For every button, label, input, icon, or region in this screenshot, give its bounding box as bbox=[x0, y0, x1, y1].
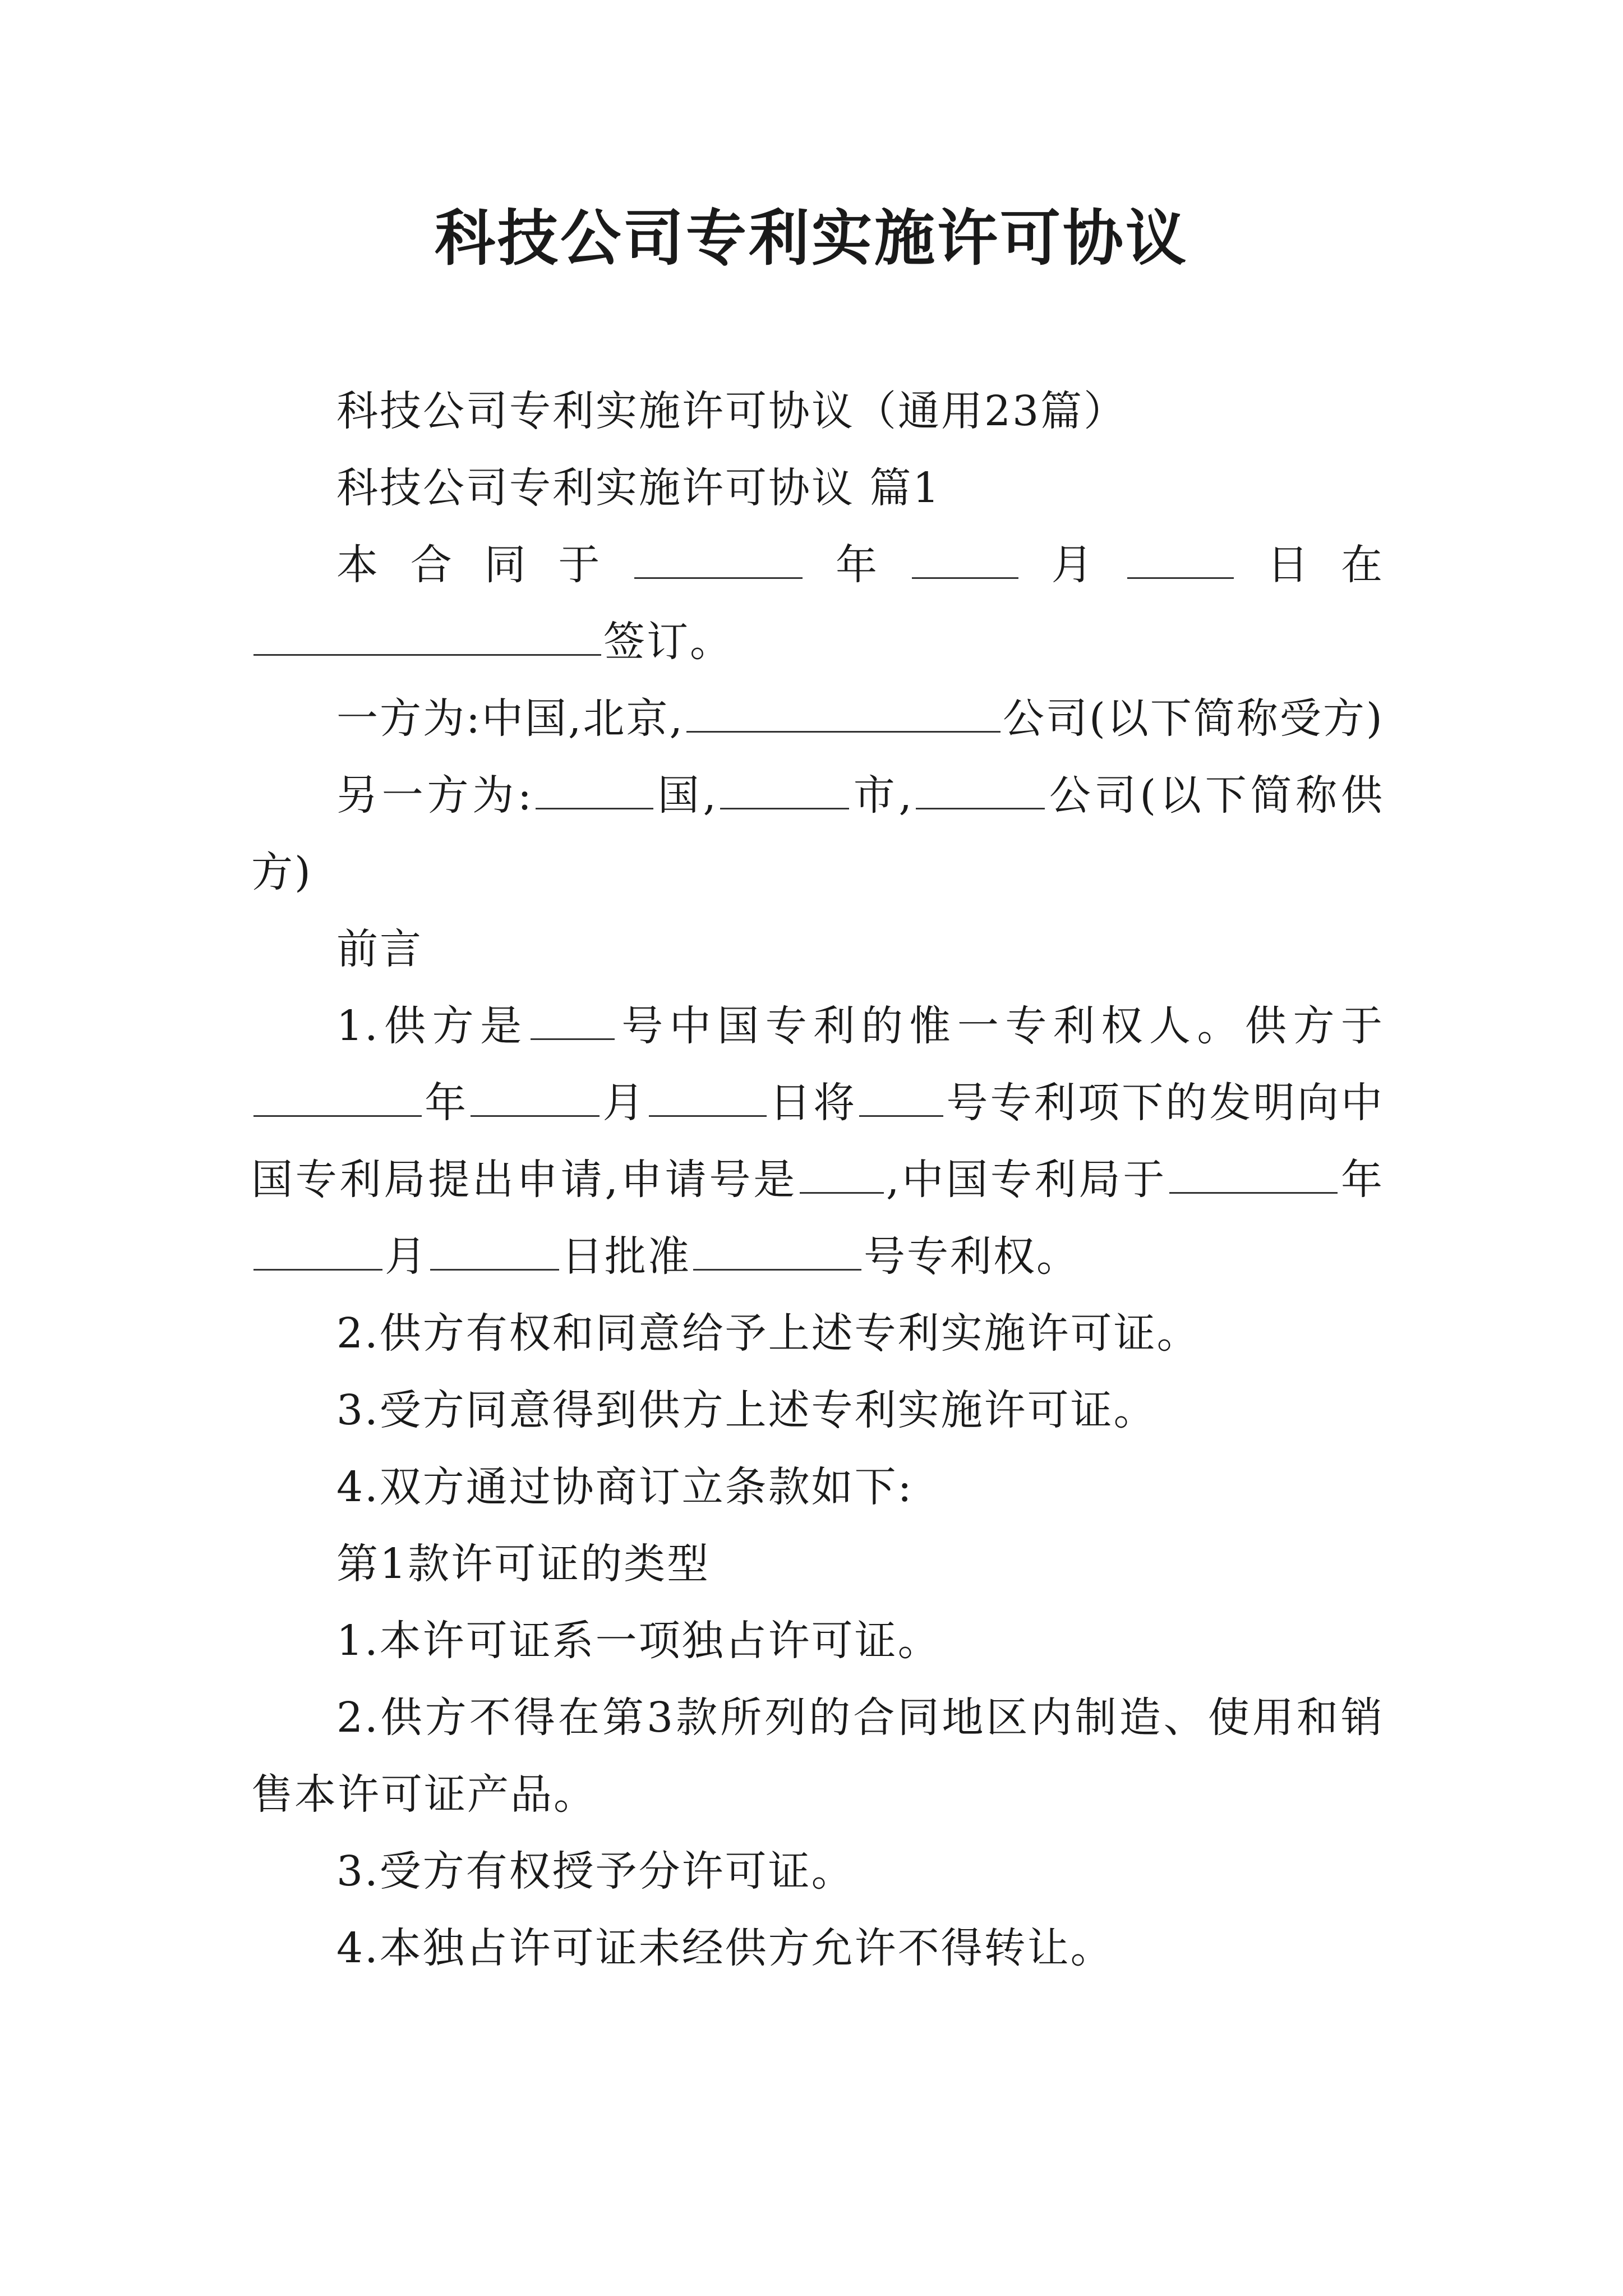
text-segment: 号专利权。 bbox=[864, 1232, 1080, 1281]
paragraph-subtitle: 科技公司专利实施许可协议（通用23篇） bbox=[336, 387, 1127, 435]
text-segment: 公司(以下简称供方) bbox=[251, 771, 1384, 896]
text-segment: 国, bbox=[655, 771, 718, 820]
blank-year bbox=[1169, 1153, 1338, 1194]
document-title: 科技公司专利实施许可协议 bbox=[434, 203, 1188, 274]
paragraph-preface-2: 2.供方有权和同意给予上述专利实施许可证。 bbox=[336, 1309, 1200, 1358]
blank-company bbox=[686, 692, 1000, 733]
text-segment: 号专利项下的发明向中国专利局提出申请,申请号是 bbox=[251, 1079, 1385, 1204]
blank-city bbox=[720, 769, 849, 809]
paragraph-clause-1-heading: 第1款许可证的类型 bbox=[336, 1540, 711, 1588]
blank-month bbox=[471, 1076, 600, 1117]
document-body bbox=[251, 373, 1384, 1987]
text-segment: 年 bbox=[1340, 1156, 1384, 1204]
blank-day bbox=[430, 1230, 559, 1271]
text-segment: 签订。 bbox=[603, 618, 733, 666]
blank-place bbox=[253, 615, 601, 656]
text-segment: 日在 bbox=[1236, 541, 1385, 589]
paragraph-preface-1 bbox=[251, 988, 1384, 1295]
paragraph-preface-heading: 前言 bbox=[336, 925, 423, 973]
paragraph-clause-1-item-1: 1.本许可证系一项独占许可证。 bbox=[336, 1617, 941, 1665]
blank-company bbox=[916, 769, 1045, 809]
paragraph-party-licensee bbox=[251, 680, 1384, 757]
blank-year bbox=[253, 1076, 422, 1117]
text-segment: 月 bbox=[602, 1079, 647, 1127]
paragraph-section-heading: 科技公司专利实施许可协议 篇1 bbox=[336, 464, 941, 512]
paragraph-preface-4: 4.双方通过协商订立条款如下: bbox=[336, 1463, 914, 1511]
text-segment: 1.供方是 bbox=[336, 1002, 528, 1050]
text-segment: ,中国专利局于 bbox=[886, 1156, 1168, 1204]
text-segment: 市, bbox=[851, 771, 914, 820]
text-segment: 日将 bbox=[768, 1079, 857, 1127]
paragraph-clause-1-item-4: 4.本独占许可证未经供方允许不得转让。 bbox=[336, 1924, 1114, 1972]
text-segment: 月 bbox=[1020, 541, 1126, 589]
blank-day bbox=[649, 1076, 767, 1117]
blank-patent-no bbox=[531, 999, 615, 1040]
blank-patent-no bbox=[859, 1076, 943, 1117]
text-segment: 年 bbox=[805, 541, 910, 589]
paragraph-signing-date bbox=[251, 527, 1384, 680]
paragraph-clause-1-item-3: 3.受方有权授予分许可证。 bbox=[336, 1847, 855, 1895]
text-segment: 公司(以下简称受方) bbox=[1002, 694, 1384, 743]
blank-application-no bbox=[800, 1153, 884, 1194]
text-segment: 日批准 bbox=[561, 1232, 691, 1281]
text-segment: 号中国专利的惟一专利权人。供方于 bbox=[616, 1002, 1384, 1050]
blank-month bbox=[912, 538, 1018, 579]
text-segment: 另一方为: bbox=[336, 771, 533, 820]
paragraph-party-licensor bbox=[251, 757, 1384, 911]
text-segment: 年 bbox=[424, 1079, 469, 1127]
text-segment: 本合同于 bbox=[336, 541, 633, 589]
blank-patent-no bbox=[693, 1230, 861, 1271]
text-segment: 月 bbox=[385, 1232, 428, 1281]
paragraph-preface-3: 3.受方同意得到供方上述专利实施许可证。 bbox=[336, 1386, 1157, 1434]
blank-year bbox=[634, 538, 803, 579]
text-segment: 一方为:中国,北京, bbox=[336, 694, 684, 743]
paragraph-clause-1-item-2: 2.供方不得在第3款所列的合同地区内制造、使用和销售本许可证产品。 bbox=[251, 1694, 1384, 1819]
blank-month bbox=[253, 1230, 382, 1271]
blank-country bbox=[536, 769, 653, 809]
blank-day bbox=[1127, 538, 1234, 579]
